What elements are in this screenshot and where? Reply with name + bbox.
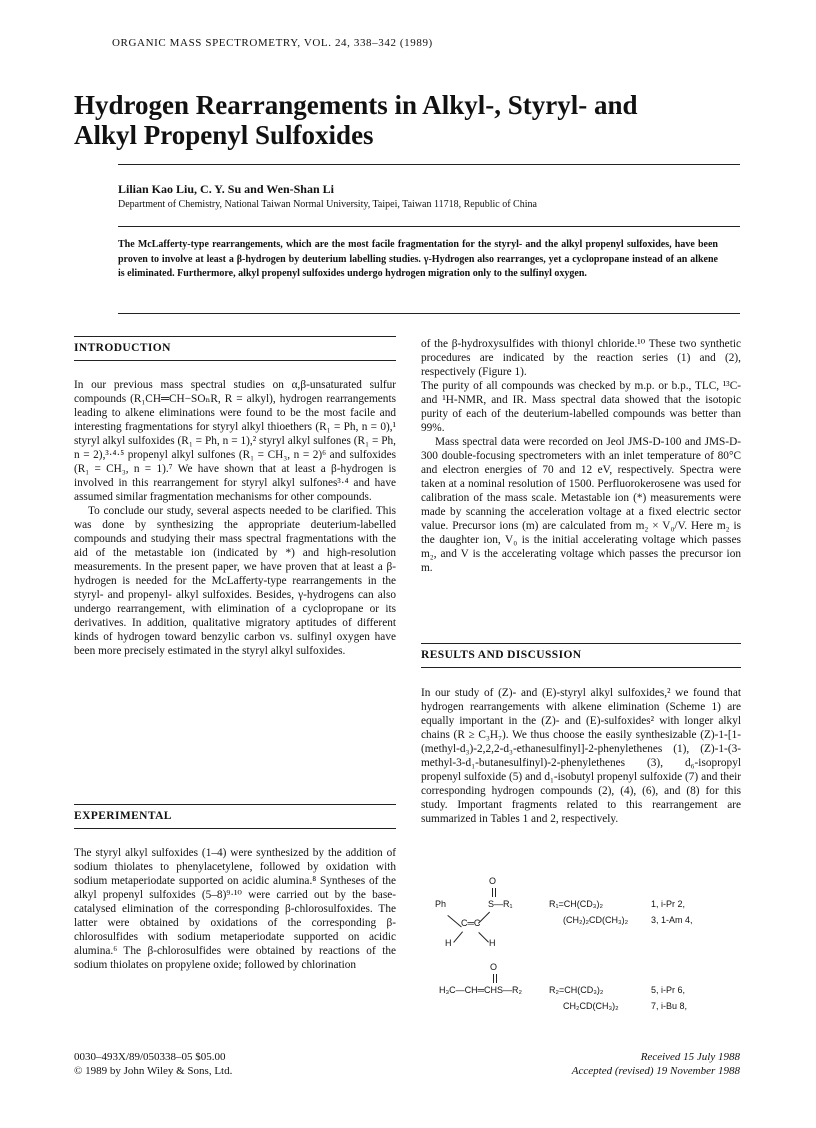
results-bottom-rule [421, 667, 741, 668]
title-rule [118, 164, 740, 165]
intro-bottom-rule [74, 360, 396, 361]
experimental-top-rule [74, 804, 396, 805]
double-bond-line [496, 974, 497, 983]
r2-substituent-a: R₂=CH(CD₃)₂ [549, 985, 604, 995]
received-date: Received 15 July 1988 [640, 1051, 740, 1063]
experimental-paragraph-1: The styryl alkyl sulfoxides (1–4) were synthesized by the addition of sodium thiolates to phenylacetylene, followed by oxidation with sodium metaperiodate supported on acidic alumina.⁸ Syntheses of the alkyl propenyl sulfoxides (5–8)⁹·¹⁰ were carried out by the base-catalysed elimination of the corresponding β-chlorosulfoxides. The latter were obtained by oxidations of the corresponding β-chlorosulfides with sodium metaperiodate supported on acidic alumina.⁶ The β-chlorosulfides were obtained by reactions of the sodium thiolates on propylene oxide; followed by chlorination [74, 847, 396, 971]
hydrogen-label-1: H [445, 938, 452, 948]
sulfinyl-oxygen-2: O [490, 962, 498, 972]
sulfinyl-oxygen-1: O [489, 876, 497, 886]
section-heading-results: RESULTS AND DISCUSSION [421, 649, 582, 661]
abstract-bottom-rule [118, 313, 740, 314]
abstract: The McLafferty-type rearrangements, which are the most facile fragmentation for the styryl- and the alkyl propenyl sulfoxides, have been proven to involve at least a β-hydrogen by deuterium labelling studies. γ-Hydrogen also rearranges, yet a cyclopropane instead of an alkene is eliminated. Furthermore, alkyl propenyl sulfoxides undergo hydrogen migration only to the sulfinyl oxygen. [118, 239, 718, 279]
bond-line [478, 932, 489, 943]
results-paragraph-1: In our study of (Z)- and (E)-styryl alkyl sulfoxides,² we found that hydrogen rearrangements with alkene elimination (Scheme 1) are equally important in the (Z)- and (E)-sulfoxides² with longer alkyl chains (R ≥ C₃H₇). We thus choose the easily synthesizable (Z)-1-[1-(methyl-d₃)-2,2,2-d₃-ethanesulfinyl]-2-phenylethenes (1), (Z)-1-(3-methyl-3-d₁-butanesulfinyl)-2-phenylethenes (3), d₆-isopropyl propenyl sulfoxide (5) and d₁-isobutyl propenyl sulfoxide (7) and their corresponding hydrogen compounds (2), (4), (6), and (8) for this study. Important fragments related to this rearrangement are summarized in Tables 1 and 2, respectively. [421, 687, 741, 825]
right-paragraph-2: The purity of all compounds was checked by m.p. or b.p., TLC, ¹³C- and ¹H-NMR, and IR. Mass spectral data showed that the isotopic purity of each of the deuterium-labelled compounds was better than 99%. [421, 380, 741, 434]
r2-compound-numbers-a: 5, i-Pr 6, [651, 985, 686, 995]
experimental-body [74, 846, 396, 972]
alkene-label: C═C [461, 918, 481, 928]
authors: Lilian Kao Liu, C. Y. Su and Wen-Shan Li [118, 182, 334, 196]
title-line-2: Alkyl Propenyl Sulfoxides [74, 120, 374, 150]
r2-substituent-b: CH₂CD(CH₃)₂ [563, 1001, 619, 1011]
article-code: 0030–493X/89/050338–05 $05.00 [74, 1051, 226, 1063]
bond-line [453, 931, 463, 942]
r1-substituent-a: R₁=CH(CD₃)₂ [549, 899, 603, 909]
intro-paragraph-1: In our previous mass spectral studies on α,β-unsaturated sulfur compounds (R₁CH═CH−SOₙR, R = alkyl), hydrogen rearrangements leading to alkene eliminations were found to be the most facile and interesting fragmentations for styryl alkyl thioethers (R₁ = Ph, n = 0),¹ styryl alkyl sulfoxides (R₁ = Ph, n = 1),² styryl alkyl sulfones (R₁ = Ph, n = 2),³·⁴·⁵ propenyl alkyl sulfones (R₁ = CH₃, n = 2)⁶ and sulfoxides (R₁ = CH₃, n = 1).⁷ We have shown that at least a β-hydrogen is involved in this rearrangement for styryl alkyl sulfones³·⁴ and have assumed similar fragmentation mechanisms for other compounds. [74, 379, 396, 503]
intro-top-rule [74, 336, 396, 337]
structure-scheme [421, 876, 741, 1016]
r1-substituent-b: (CH₂)₂CD(CH₃)₂ [563, 915, 629, 925]
double-bond-line [493, 974, 494, 983]
abstract-top-rule [118, 226, 740, 227]
r1-compound-numbers-a: 1, i-Pr 2, [651, 899, 686, 909]
bond-line [447, 915, 461, 927]
copyright-notice: © 1989 by John Wiley & Sons, Ltd. [74, 1065, 233, 1077]
right-paragraph-1: of the β-hydroxysulfides with thionyl chloride.¹⁰ These two synthetic procedures are indicated by the reaction series (1) and (2), respectively (Figure 1). [421, 338, 741, 378]
intro-paragraph-2: To conclude our study, several aspects needed to be clarified. This was done by synthesizing the appropriate deuterium-labelled compounds and studying their mass spectral fragmentations with the aid of the metastable ion (indicated by *) and high-resolution measurements. In the present paper, we have proven that at least a β-hydrogen is needed for the McLafferty-type rearrangements in the styryl- and propenyl- alkyl sulfoxides. Besides, γ-hydrogens can also undergo rearrangement, with elimination of a cyclopropane or its derivatives. In addition, qualitative migratory aptitudes of different kinds of hydrogen toward benzylic carbon vs. sulfinyl oxygen have been more precisely estimated in the styryl alkyl sulfoxides. [74, 505, 396, 657]
propenyl-formula: H₃C—CH═CHS—R₂ [439, 985, 523, 995]
results-top-rule [421, 643, 741, 644]
sulfur-r1-label: S—R₁ [488, 899, 513, 909]
right-paragraph-3: Mass spectral data were recorded on Jeol JMS-D-100 and JMS-D-300 double-focusing spectrometers with an inlet temperature of 80°C and electron energies of 70 and 12 eV, respectively. Spectra were taken at a nominal resolution of 1500. Perfluorokerosene was used for calibration of the mass scale. Metastable ion (*) measurements were made by scanning the acceleration voltage at a fixed electric sector value. Precursor ions (m) are calculated from m₂ × V₀/V. Here m₂ is the daughter ion, V₀ is the initial accelerating voltage which passes m₂, and V is the accelerating voltage which passes the precursor ion m. [421, 436, 741, 574]
right-column-body [421, 337, 741, 575]
results-body [421, 686, 741, 826]
phenyl-label: Ph [435, 899, 447, 909]
section-heading-experimental: EXPERIMENTAL [74, 810, 172, 822]
double-bond-line [495, 888, 496, 897]
title-line-1: Hydrogen Rearrangements in Alkyl-, Styryl- and [74, 90, 638, 120]
accepted-date: Accepted (revised) 19 November 1988 [571, 1065, 740, 1077]
section-heading-introduction: INTRODUCTION [74, 342, 171, 354]
footer-left [74, 1050, 232, 1078]
journal-header: ORGANIC MASS SPECTROMETRY, VOL. 24, 338–342 (1989) [112, 37, 433, 49]
footer-right [480, 1050, 740, 1078]
r1-compound-numbers-b: 3, 1-Am 4, [651, 915, 693, 925]
introduction-body [74, 378, 396, 658]
r2-compound-numbers-b: 7, i-Bu 8, [651, 1001, 688, 1011]
article-title [74, 90, 754, 150]
affiliation: Department of Chemistry, National Taiwan Normal University, Taipei, Taiwan 11718, Republic of China [118, 199, 537, 210]
hydrogen-label-2: H [489, 938, 496, 948]
experimental-bottom-rule [74, 828, 396, 829]
double-bond-line [492, 888, 493, 897]
